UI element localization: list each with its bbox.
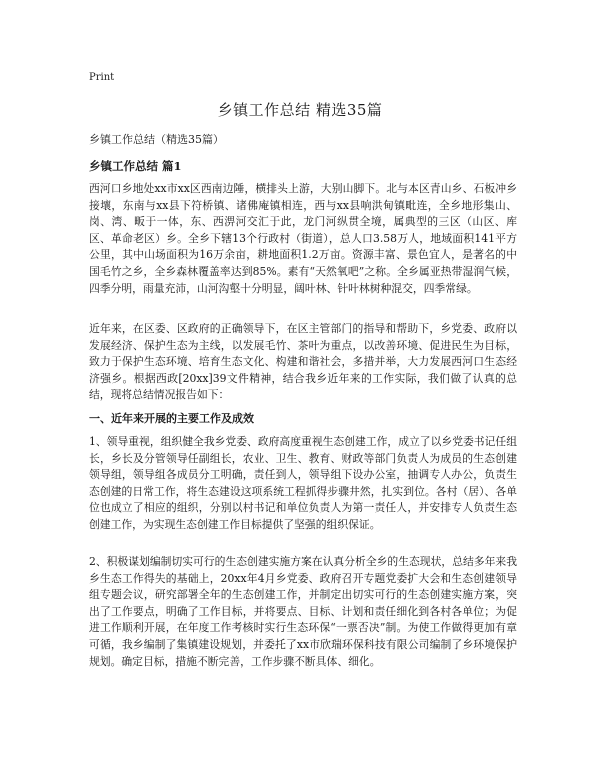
section-title: 乡镇工作总结 篇1 [89,159,182,173]
document-title: 乡镇工作总结 精选35篇 [217,101,383,119]
paragraph-planning: 2、积极谋划编制切实可行的生态创建实施方案在认真分析全乡的生态现状，总结多年来我乡生态工作得失的基础上，20xx年4月乡党委、政府召开专题党委扩大会和生态创建领导组专题会议，研究部署全年的生态创建工作，并制定出切实可行的生态创建实施方案，突出了工作要点，明确了工作目标，并将要点、目标、计划和责任细化到各村各单位；为促进工作顺利开展，在年度工作考核时实行生态环保“一票否决”制。为使工作做得更加有章可循，我乡编制了集镇建设规划，并委托了xx市欣瑞环保科技有限公司编制了乡环境保护规划。确定目标，措施不断完善，工作步骤不断具体、细化。 [89,555,517,668]
document-subtitle: 乡镇工作总结（精选35篇） [89,133,224,146]
paragraph-leadership: 1、领导重视，组织健全我乡党委、政府高度重视生态创建工作，成立了以乡党委书记任组长，乡长及分管领导任副组长，农业、卫生、教育、财政等部门负责人为成员的生态创建领导组，领导组各成员分工明确，责任到人，领导组下设办公室，抽调专人办公，负责生态创建的日常工作，将生态建设这项系统工程抓得步骤井然，扎实到位。各村（居）、各单位也成立了相应的组织，分别以村书记和单位负责人为第一责任人，并安排专人负责生态创建工作，为实现生态创建工作目标提供了坚强的组织保证。 [89,435,517,531]
paragraph-intro: 西河口乡地处xx市xx区西南边陲，横排头上游，大别山脚下。北与本区青山乡、石板冲乡接壤，东南与xx县下符桥镇、诸佛庵镇相连，西与xx县响洪甸镇毗连，全乡地形集山、岗、湾、畈于一体，东、西淠河交汇于此，龙门河纵贯全境，属典型的三区（山区、库区、革命老区）乡。全乡下辖13个行政村（街道），总人口3.58万人，地域面积141平方公里，其中山场面积为16万余亩，耕地面积1.2万亩。资源丰富、景色宜人，是著名的中国毛竹之乡，全乡森林覆盖率达到85%。素有“天然氧吧”之称。全乡属亚热带湿润气候，四季分明，雨量充沛，山河沟壑十分明显，阔叶林、针叶林树种混交，四季常绿。 [89,182,517,295]
print-label: Print [89,72,115,83]
paragraph-overview: 近年来，在区委、区政府的正确领导下，在区主管部门的指导和帮助下，乡党委、政府以发展经济、保护生态为主线，以发展毛竹、茶叶为重点，以改善环境、促进民生为目标，致力于保护生态环境、培育生态文化、构建和谐社会，多措并举，大力发展西河口生态经济强乡。根据西政[20xx]39文件精神，结合我乡近年来的工作实际，我们做了认真的总结，现将总结情况报告如下： [89,322,517,402]
heading-main-work: 一、近年来开展的主要工作及成效 [89,412,254,425]
